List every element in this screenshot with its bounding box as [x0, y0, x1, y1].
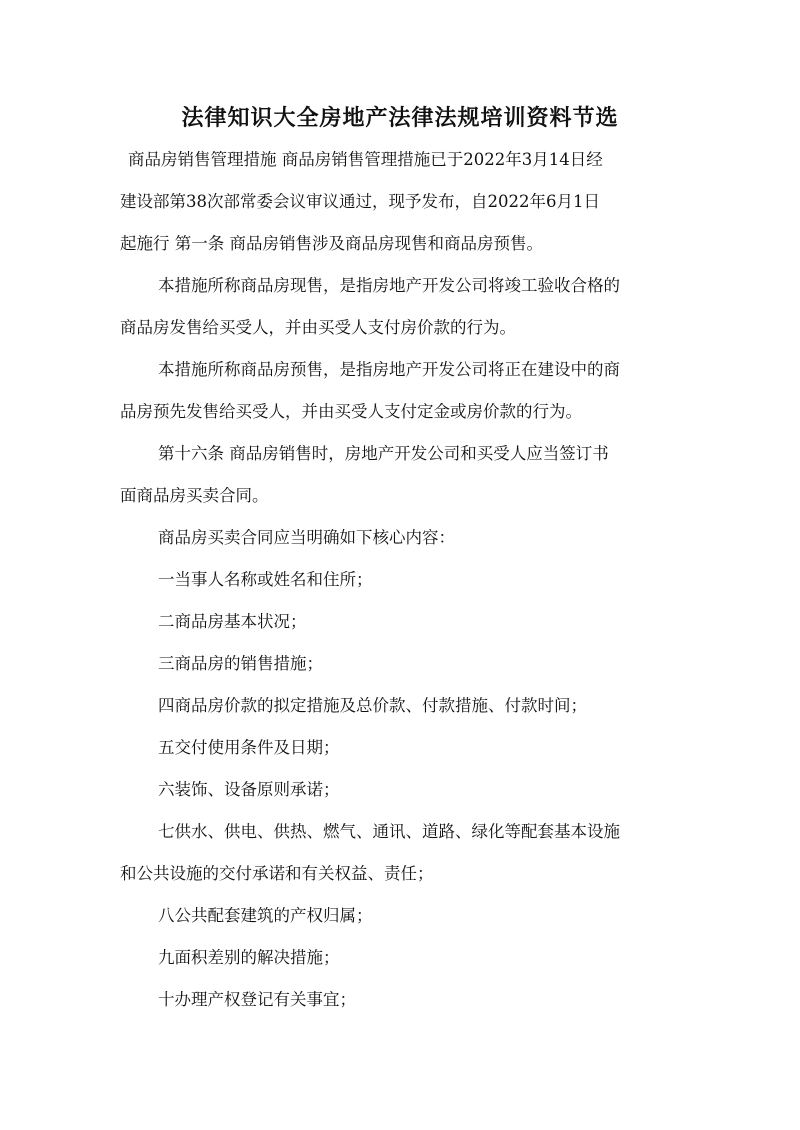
text-line-19: 八公共配套建筑的产权归属；	[158, 906, 373, 925]
text-line-11: 一当事人名称或姓名和住所；	[158, 570, 373, 589]
text-line-15: 五交付使用条件及日期；	[158, 738, 340, 757]
text-line-9: 面商品房买卖合同。	[120, 486, 269, 505]
text-line-3: 起施行 第一条 商品房销售涉及商品房现售和商品房预售。	[120, 234, 543, 253]
text-line-20: 九面积差别的解决措施；	[158, 948, 340, 967]
text-line-1: 商品房销售管理措施 商品房销售管理措施已于2022年3月14日经	[128, 150, 603, 169]
text-line-5: 商品房发售给买受人，并由买受人支付房价款的行为。	[120, 318, 516, 337]
text-line-18: 和公共设施的交付承诺和有关权益、责任；	[120, 864, 434, 883]
text-line-12: 二商品房基本状况；	[158, 612, 307, 631]
text-line-14: 四商品房价款的拟定措施及总价款、付款措施、付款时间；	[158, 696, 587, 715]
text-line-7: 品房预先发售给买受人，并由买受人支付定金或房价款的行为。	[120, 402, 582, 421]
text-line-6: 本措施所称商品房预售，是指房地产开发公司将正在建设中的商	[158, 360, 620, 379]
text-line-4: 本措施所称商品房现售，是指房地产开发公司将竣工验收合格的	[158, 276, 620, 295]
text-line-13: 三商品房的销售措施；	[158, 654, 323, 673]
text-line-8: 第十六条 商品房销售时，房地产开发公司和买受人应当签订书	[158, 444, 609, 463]
text-line-2: 建设部第38次部常委会议审议通过，现予发布，自2022年6月1日	[120, 192, 600, 211]
text-line-17: 七供水、供电、供热、燃气、通讯、道路、绿化等配套基本设施	[158, 822, 620, 841]
text-line-21: 十办理产权登记有关事宜；	[158, 990, 356, 1009]
text-line-10: 商品房买卖合同应当明确如下核心内容：	[158, 528, 455, 547]
text-line-16: 六装饰、设备原则承诺；	[158, 780, 340, 799]
document-title: 法律知识大全房地产法律法规培训资料节选	[181, 105, 619, 131]
